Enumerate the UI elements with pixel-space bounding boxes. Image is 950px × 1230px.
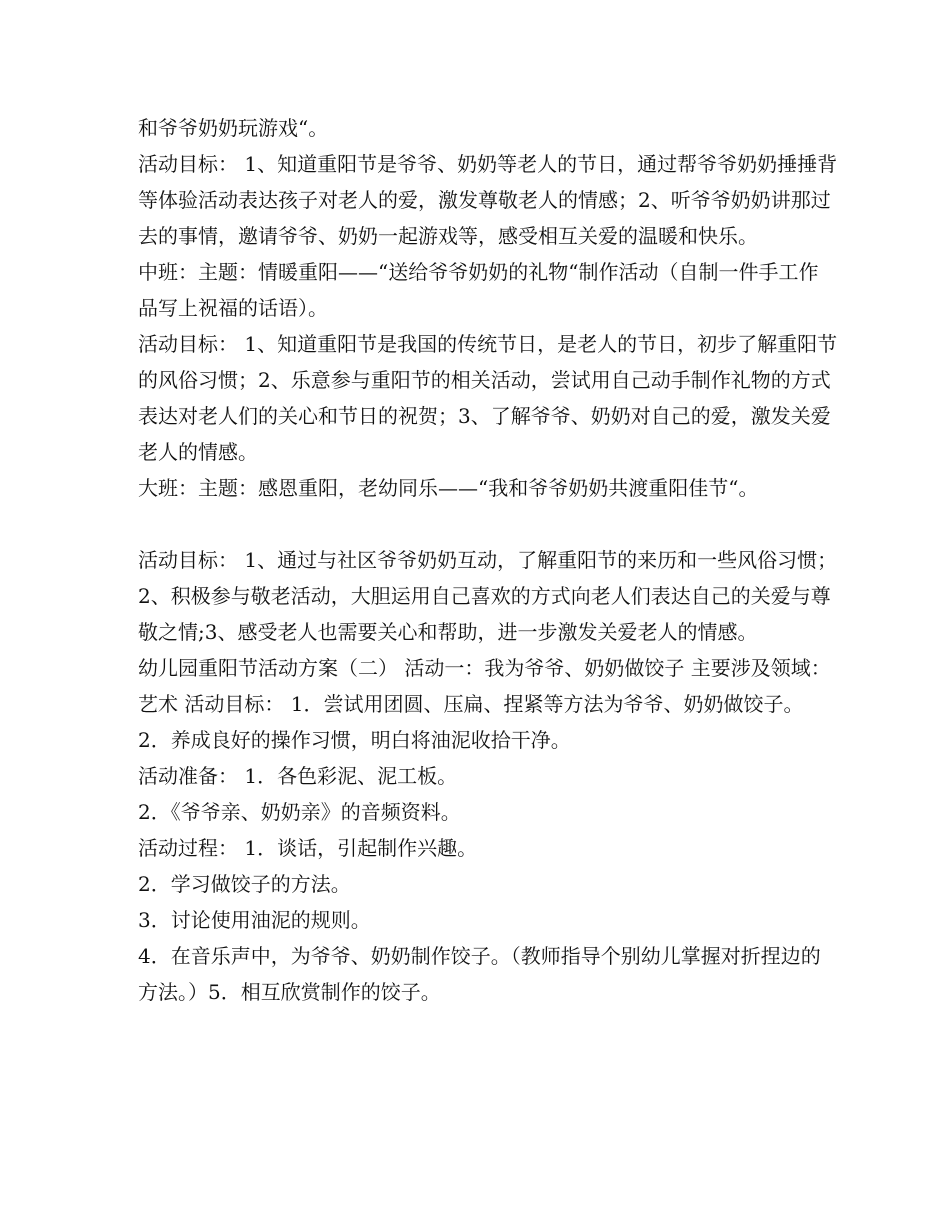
paragraph-process-four: 4．在音乐声中，为爷爷、奶奶制作饺子。（教师指导个别幼儿掌握对折捏边的方法。）5．相互欣赏制作的饺子。 — [138, 944, 821, 1004]
paragraph-goal-two: 2．养成良好的操作习惯，明白将油泥收拾干净。 — [138, 728, 571, 752]
paragraph-process-three: 3．讨论使用油泥的规则。 — [138, 908, 371, 932]
paragraph-small-class-goals: 活动目标： 1、知道重阳节是爷爷、奶奶等老人的节日，通过帮爷爷奶奶捶捶背等体验活动表达孩子对老人的爱，激发尊敬老人的情感；2、听爷爷奶奶讲那过去的事情，邀请爷爷、奶奶一起游戏等，感受相互关爱的温暖和快乐。 — [138, 152, 838, 248]
paragraph-line: 和爷爷奶奶玩游戏“。 — [138, 116, 329, 140]
paragraph-preparation-two: 2．《爷爷亲、奶奶亲》的音频资料。 — [138, 800, 461, 824]
paragraph-middle-class-theme: 中班：主题：情暖重阳——“送给爷爷奶奶的礼物“制作活动（自制一件手工作品写上祝福的话语）。 — [138, 260, 819, 320]
paragraph-process-two: 2．学习做饺子的方法。 — [138, 872, 351, 896]
document-body — [138, 110, 838, 1010]
paragraph-senior-class-goals: 活动目标： 1、通过与社区爷爷奶奶互动，了解重阳节的来历和一些风俗习惯；2、积极参与敬老活动，大胆运用自己喜欢的方式向老人们表达自己的关爱与尊敬之情;3、感受老人也需要关心和帮助，进一步激发关爱老人的情感。 — [138, 548, 838, 644]
paragraph-process: 活动过程： 1．谈话，引起制作兴趣。 — [138, 836, 478, 860]
paragraph-preparation: 活动准备： 1．各色彩泥、泥工板。 — [138, 764, 458, 788]
paragraph-plan-two-intro: 幼儿园重阳节活动方案（二） 活动一：我为爷爷、奶奶做饺子 主要涉及领域：艺术 活动目标： 1．尝试用团圆、压扁、捏紧等方法为爷爷、奶奶做饺子。 — [138, 656, 831, 716]
paragraph-senior-class-theme: 大班：主题：感恩重阳，老幼同乐——“我和爷爷奶奶共渡重阳佳节“。 — [138, 476, 759, 500]
blank-line — [138, 506, 838, 542]
paragraph-middle-class-goals: 活动目标： 1、知道重阳节是我国的传统节日，是老人的节日，初步了解重阳节的风俗习惯；2、乐意参与重阳节的相关活动，尝试用自己动手制作礼物的方式表达对老人们的关心和节日的祝贺；3、了解爷爷、奶奶对自己的爱，激发关爱老人的情感。 — [138, 332, 838, 464]
